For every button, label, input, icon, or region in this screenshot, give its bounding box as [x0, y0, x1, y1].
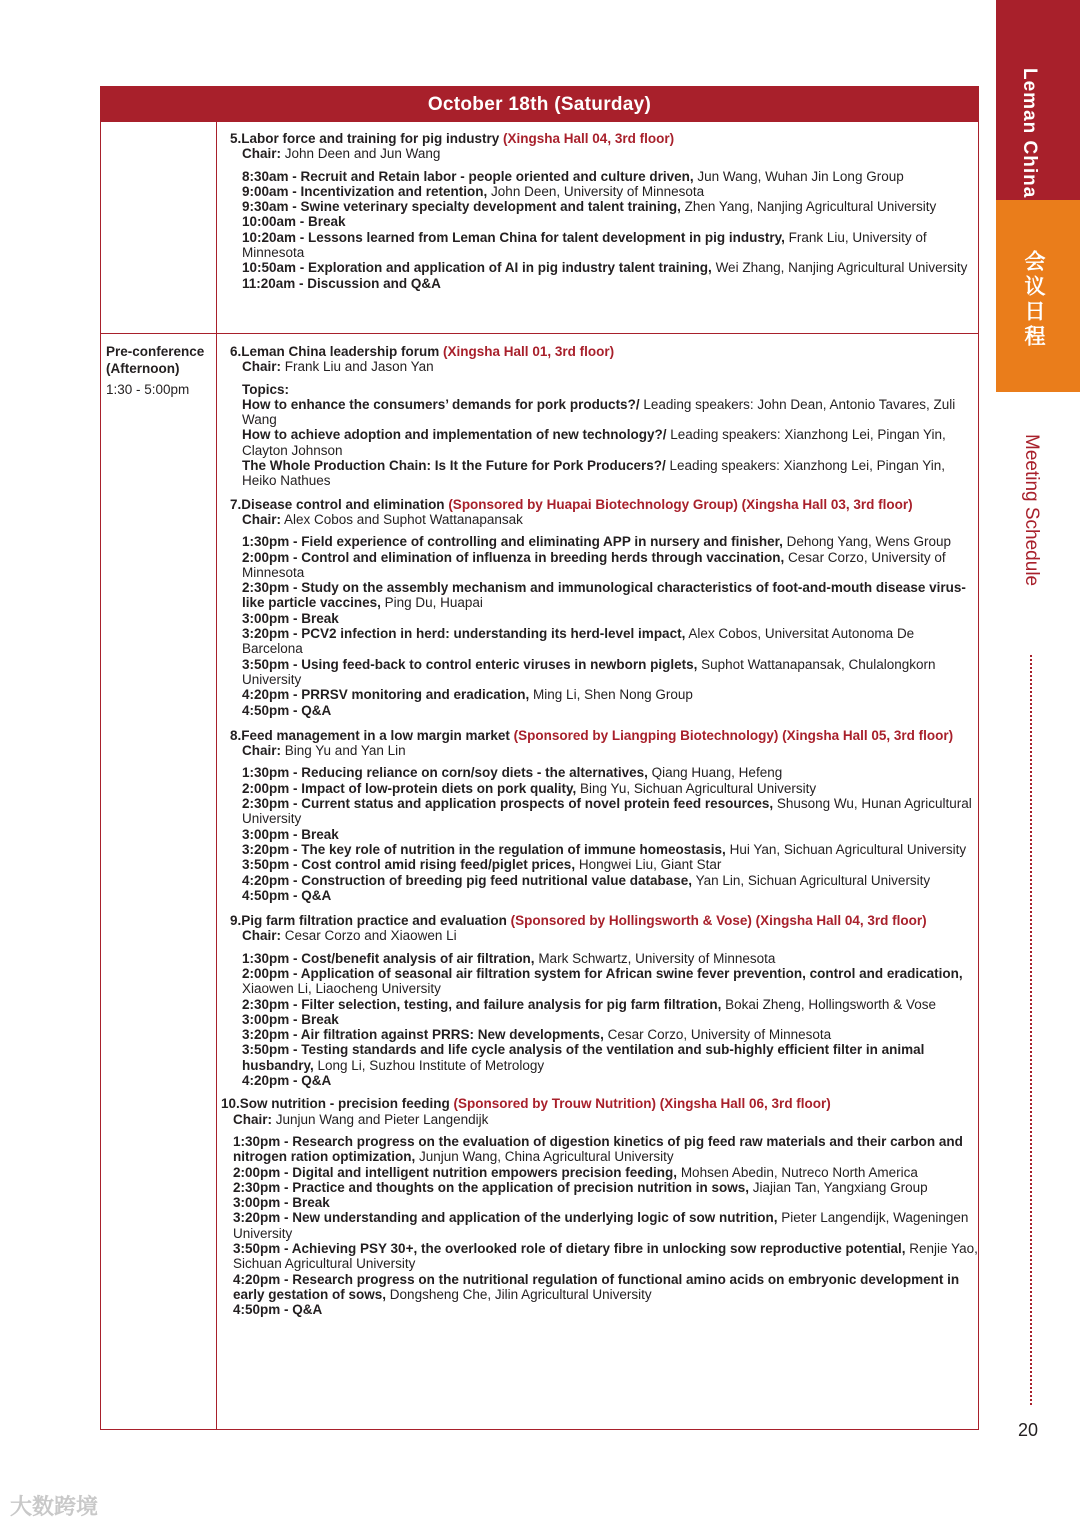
agenda-item — [221, 1180, 978, 1195]
agenda-item-title: 1:30pm - Cost/benefit analysis of air filtration, — [242, 950, 535, 966]
agenda-item-title: 3:20pm - PCV2 infection in herd: understanding its herd-level impact, — [242, 626, 686, 642]
agenda-item — [221, 1195, 978, 1210]
agenda-item — [230, 687, 978, 702]
agenda-item-speaker: Wei Zhang, Nanjing Agricultural University — [711, 260, 968, 276]
agenda-item — [230, 966, 978, 997]
agenda-item-speaker: Alex Cobos, Universitat Autonoma De Barcelona — [242, 626, 915, 657]
agenda-item — [230, 1042, 978, 1073]
agenda-item — [230, 276, 978, 291]
agenda-item-title: 8:30am - Recruit and Retain labor - people oriented and culture driven, — [242, 168, 694, 184]
agenda-item-speaker: Ming Li, Shen Nong Group — [529, 687, 693, 703]
agenda-item-title: The Whole Production Chain: Is It the Future for Pork Producers?/ — [242, 458, 666, 474]
chair-names: John Deen and Jun Wang — [281, 146, 441, 162]
agenda-item — [221, 1165, 978, 1180]
agenda-item-title: 4:50pm - Q&A — [242, 702, 332, 718]
agenda-item — [230, 765, 978, 780]
agenda-item — [230, 626, 978, 657]
session-10 — [221, 1096, 978, 1317]
agenda-item-title: 3:20pm - The key role of nutrition in the regulation of immune homeostasis, — [242, 841, 726, 857]
chair-label: Chair: — [242, 359, 282, 375]
agenda-item-speaker: Bing Yu, Sichuan Agricultural University — [576, 780, 817, 796]
session-location: (Xingsha Hall 01, 3rd floor) — [443, 344, 615, 359]
session-6 — [230, 344, 978, 489]
agenda-item-speaker: Junjun Wang, China Agricultural University — [415, 1149, 674, 1165]
schedule-table — [100, 86, 979, 1430]
afternoon-time-label — [101, 334, 216, 398]
page-number: 20 — [1018, 1420, 1039, 1440]
agenda-item-title: 2:30pm - Study on the assembly mechanism and immunological characteristics of foot-and-mouth disease virus-like particle vaccines, — [242, 580, 966, 611]
agenda-item — [230, 703, 978, 718]
session-title-text: 8.Feed management in a low margin market — [230, 727, 514, 743]
agenda-item — [230, 873, 978, 888]
watermark-logo: 大数跨境 — [10, 1494, 99, 1519]
agenda-item-speaker: Suphot Wattanapansak, Chulalongkorn University — [242, 656, 936, 687]
agenda-item-speaker: Xiaowen Li, Liaocheng University — [242, 981, 441, 997]
agenda-item — [230, 1073, 978, 1088]
topics-label: Topics: — [242, 381, 289, 397]
agenda-item-speaker: John Deen, University of Minnesota — [487, 183, 705, 199]
sidebar-en-title: Leman China — [1019, 68, 1040, 199]
agenda-item-title: 3:50pm - Cost control amid rising feed/piglet prices, — [242, 857, 576, 873]
chair-names: Cesar Corzo and Xiaowen Li — [281, 928, 457, 944]
chair-label: Chair: — [242, 928, 282, 944]
agenda-item-speaker: Mohsen Abedin, Nutreco North America — [677, 1164, 918, 1180]
session-chair — [230, 928, 978, 943]
agenda-item — [230, 857, 978, 872]
agenda-item — [230, 184, 978, 199]
session-title — [230, 344, 978, 359]
agenda-item — [230, 458, 978, 489]
agenda-item-title: 4:20pm - Research progress on the nutritional regulation of functional amino acids on embryonic development in early gestation of sows, — [233, 1271, 960, 1302]
agenda-item-title: 2:00pm - Digital and intelligent nutrition empowers precision feeding, — [233, 1164, 678, 1180]
agenda-item-speaker: Dehong Yang, Wens Group — [782, 534, 951, 550]
agenda-item — [221, 1241, 978, 1272]
agenda-item — [230, 214, 978, 229]
agenda-item — [221, 1272, 978, 1303]
agenda-item-speaker: Zhen Yang, Nanjing Agricultural University — [680, 199, 937, 215]
agenda-item — [230, 427, 978, 458]
agenda-item-title: 1:30pm - Research progress on the evaluation of digestion kinetics of pig feed raw materials and their carbon and nitrogen ration optimization, — [233, 1133, 963, 1165]
agenda-item-title: 11:20am - Discussion and Q&A — [242, 275, 441, 291]
agenda-item-title: How to achieve adoption and implementation of new technology?/ — [242, 427, 667, 443]
agenda-item-speaker: Leading speakers: Xianzhong Lei, Pingan Yin, Heiko Nathues — [242, 458, 945, 489]
schedule-header: October 18th (Saturday) — [101, 87, 978, 122]
morning-sessions-cell — [217, 122, 978, 333]
session-location: (Sponsored by Trouw Nutrition) (Xingsha Hall 06, 3rd floor) — [453, 1096, 831, 1112]
agenda-item — [230, 1012, 978, 1027]
agenda-item-speaker: Qiang Huang, Hefeng — [647, 765, 783, 781]
agenda-item — [230, 1027, 978, 1042]
session-8 — [230, 728, 978, 903]
agenda-item-speaker: Dongsheng Che, Jilin Agricultural University — [386, 1286, 652, 1302]
chair-names: Junjun Wang and Pieter Langendijk — [272, 1111, 489, 1127]
sidebar-dotted-divider — [1030, 655, 1032, 1405]
agenda-item — [230, 169, 978, 184]
session-title-text: 10.Sow nutrition - precision feeding — [221, 1096, 454, 1112]
chair-label: Chair: — [242, 511, 282, 527]
agenda-item-speaker: Cesar Corzo, University of Minnesota — [242, 549, 946, 580]
agenda-item — [230, 657, 978, 688]
session-location: (Sponsored by Liangping Biotechnology) (Xingsha Hall 05, 3rd floor) — [513, 727, 954, 743]
afternoon-title: Pre-conference — [106, 344, 205, 359]
afternoon-time: 1:30 - 5:00pm — [106, 382, 190, 397]
session-chair — [230, 146, 978, 161]
agenda-item-title: 3:20pm - New understanding and application of the underlying logic of sow nutrition, — [233, 1210, 778, 1226]
session-location: (Xingsha Hall 04, 3rd floor) — [503, 131, 675, 146]
agenda-item-speaker: Mark Schwartz, University of Minnesota — [534, 950, 776, 966]
afternoon-subtitle: (Afternoon) — [106, 361, 180, 376]
agenda-item — [230, 827, 978, 842]
session-title-text: 6.Leman China leadership forum — [230, 344, 444, 359]
session-title-text: 7.Disease control and elimination — [230, 496, 449, 512]
session-5 — [230, 131, 978, 291]
agenda-item-speaker: Pieter Langendijk, Wageningen University — [233, 1210, 969, 1241]
agenda-item-speaker: Jiajian Tan, Yangxiang Group — [749, 1179, 928, 1195]
agenda-item-title: 4:20pm - PRRSV monitoring and eradication, — [242, 687, 530, 703]
agenda-item — [230, 260, 978, 275]
agenda-item-speaker: Shusong Wu, Hunan Agricultural University — [242, 796, 972, 827]
session-title — [230, 728, 978, 743]
session-7 — [230, 497, 978, 718]
agenda-item-title: How to enhance the consumers’ demands for pork products?/ — [242, 396, 640, 412]
agenda-item-speaker: Leading speakers: John Dean, Antonio Tavares, Zuli Wang — [242, 396, 956, 428]
session-chair — [221, 1112, 978, 1127]
session-chair — [230, 359, 978, 374]
agenda-item — [230, 781, 978, 796]
session-location: (Sponsored by Hollingsworth & Vose) (Xingsha Hall 04, 3rd floor) — [510, 913, 927, 929]
agenda-item-title: 10:20am - Lessons learned from Leman China for talent development in pig industry, — [242, 229, 785, 245]
agenda-item — [221, 1134, 978, 1165]
agenda-item — [230, 534, 978, 549]
agenda-item-speaker: Hui Yan, Sichuan Agricultural University — [725, 841, 967, 857]
agenda-item-title: 1:30pm - Reducing reliance on corn/soy diets - the alternatives, — [242, 765, 648, 781]
agenda-item-speaker: Bokai Zheng, Hollingsworth & Vose — [721, 996, 936, 1012]
chair-label: Chair: — [242, 743, 282, 759]
agenda-item-title: 2:30pm - Practice and thoughts on the application of precision nutrition in sows, — [233, 1179, 750, 1195]
session-location: (Sponsored by Huapai Biotechnology Group) (Xingsha Hall 03, 3rd floor) — [448, 496, 913, 512]
agenda-item — [221, 1302, 978, 1317]
sidebar-section-label: Meeting Schedule — [1021, 434, 1042, 587]
session-title-text: 9.Pig farm filtration practice and evaluation — [230, 913, 511, 929]
agenda-item — [230, 888, 978, 903]
chair-names: Frank Liu and Jason Yan — [281, 359, 434, 375]
agenda-item — [230, 580, 978, 611]
agenda-item-title: 3:00pm - Break — [233, 1195, 330, 1211]
agenda-item-title: 3:00pm - Break — [242, 1011, 339, 1027]
agenda-item-title: 10:00am - Break — [242, 214, 346, 230]
agenda-item-title: 4:20pm - Construction of breeding pig feed nutritional value database, — [242, 872, 693, 888]
agenda-item — [230, 397, 978, 428]
morning-time-cell — [101, 122, 217, 333]
session-9 — [230, 913, 978, 1088]
agenda-item-title: 4:50pm - Q&A — [242, 887, 332, 903]
agenda-item — [230, 842, 978, 857]
agenda-item-speaker: Yan Lin, Sichuan Agricultural University — [692, 872, 931, 888]
session-title — [230, 131, 978, 146]
afternoon-time-cell — [101, 334, 217, 1429]
agenda-item-speaker: Leading speakers: Xianzhong Lei, Pingan Yin, Clayton Johnson — [242, 427, 946, 458]
agenda-item-speaker: Renjie Yao, Sichuan Agricultural University — [233, 1241, 978, 1272]
chair-names: Bing Yu and Yan Lin — [281, 743, 406, 759]
agenda-item — [230, 230, 978, 261]
agenda-item — [230, 997, 978, 1012]
agenda-item-title: 3:00pm - Break — [242, 826, 339, 842]
agenda-item-title: 2:00pm - Application of seasonal air filtration system for African swine fever prevention, control and eradication, — [242, 965, 963, 981]
chair-label: Chair: — [242, 146, 282, 162]
agenda-item-title: 3:20pm - Air filtration against PRRS: New developments, — [242, 1027, 604, 1043]
session-chair — [230, 743, 978, 758]
agenda-item-title: 3:50pm - Using feed-back to control enteric viruses in newborn piglets, — [242, 656, 698, 672]
session-chair — [230, 512, 978, 527]
agenda-item-title: 2:00pm - Control and elimination of influenza in breeding herds through vaccination, — [242, 549, 785, 565]
afternoon-row — [101, 333, 978, 1429]
sidebar-cn-title: 会议日程 — [1022, 250, 1045, 350]
agenda-item — [230, 796, 978, 827]
chair-label: Chair: — [233, 1111, 273, 1127]
agenda-item — [230, 550, 978, 581]
agenda-item-title: 10:50am - Exploration and application of AI in pig industry talent training, — [242, 260, 712, 276]
agenda-item-speaker: Long Li, Suzhou Institute of Metrology — [313, 1057, 545, 1073]
session-title-text: 5.Labor force and training for pig industry — [230, 131, 504, 146]
chair-names: Alex Cobos and Suphot Wattanapansak — [281, 511, 523, 527]
agenda-item-title: 9:00am - Incentivization and retention, — [242, 183, 488, 199]
morning-row — [101, 122, 978, 333]
agenda-item-speaker: Frank Liu, University of Minnesota — [242, 229, 927, 261]
afternoon-sessions-cell — [217, 334, 978, 1429]
session-title — [221, 1096, 978, 1111]
agenda-item-title: 2:30pm - Filter selection, testing, and failure analysis for pig farm filtration, — [242, 996, 722, 1012]
agenda-item-title: 9:30am - Swine veterinary specialty development and talent training, — [242, 199, 681, 215]
agenda-item-title: 2:00pm - Impact of low-protein diets on pork quality, — [242, 780, 577, 796]
agenda-item — [230, 611, 978, 626]
agenda-item-speaker: Jun Wang, Wuhan Jin Long Group — [693, 168, 904, 184]
agenda-item-speaker: Ping Du, Huapai — [380, 595, 483, 611]
agenda-item-speaker: Hongwei Liu, Giant Star — [575, 857, 722, 873]
agenda-item-title: 4:20pm - Q&A — [242, 1073, 332, 1089]
agenda-item-title: 1:30pm - Field experience of controlling and eliminating APP in nursery and finisher, — [242, 534, 783, 550]
session-title — [230, 497, 978, 512]
agenda-item — [221, 1210, 978, 1241]
agenda-item-title: 2:30pm - Current status and application prospects of novel protein feed resources, — [242, 796, 774, 812]
agenda-item — [230, 199, 978, 214]
agenda-item-speaker: Cesar Corzo, University of Minnesota — [603, 1027, 832, 1043]
agenda-item-title: 3:00pm - Break — [242, 610, 339, 626]
session-title — [230, 913, 978, 928]
agenda-item-title: 3:50pm - Achieving PSY 30+, the overlooked role of dietary fibre in unlocking sow reproductive potential, — [233, 1241, 906, 1257]
agenda-item — [230, 951, 978, 966]
agenda-item-title: 4:50pm - Q&A — [233, 1302, 323, 1318]
agenda-item-title: 3:50pm - Testing standards and life cycle analysis of the ventilation and sub-highly efficient filter in animal husbandry, — [242, 1042, 925, 1073]
